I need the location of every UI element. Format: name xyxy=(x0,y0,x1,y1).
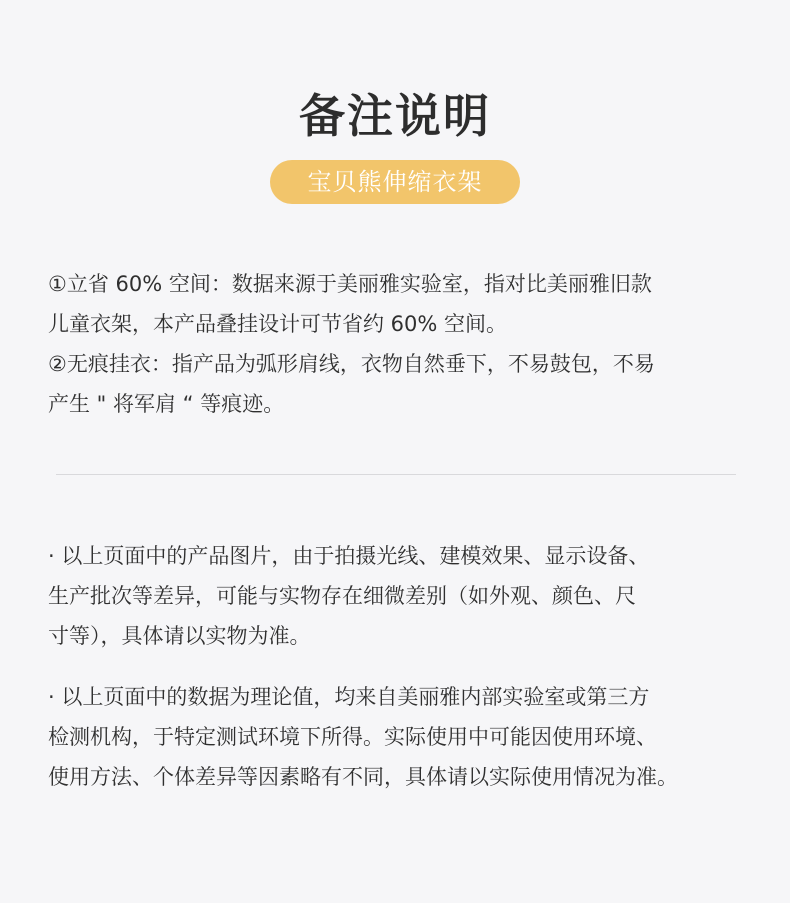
note-line: 产生 " 将军肩 “ 等痕迹。 xyxy=(48,392,285,416)
page-title: 备注说明 xyxy=(299,89,491,143)
disclaimer-line: 寸等），具体请以实物为准。 xyxy=(48,624,311,648)
disclaimer-line: · 以上页面中的数据为理论值，均来自美丽雅内部实验室或第三方 xyxy=(48,685,650,709)
image-disclaimer xyxy=(48,536,748,656)
notes-section xyxy=(48,264,748,424)
note-line: 儿童衣架，本产品叠挂设计可节省约 60% 空间。 xyxy=(48,312,508,336)
disclaimer-line: 生产批次等差异，可能与实物存在细微差别（如外观、颜色、尺 xyxy=(48,584,636,608)
disclaimer-line: 检测机构，于特定测试环境下所得。实际使用中可能因使用环境、 xyxy=(48,725,657,749)
disclaimer-line: 使用方法、个体差异等因素略有不同，具体请以实际使用情况为准。 xyxy=(48,765,678,789)
data-disclaimer xyxy=(48,677,748,797)
section-divider xyxy=(56,474,736,475)
product-name-badge: 宝贝熊伸缩衣架 xyxy=(270,160,520,204)
note-line: ②无痕挂衣：指产品为弧形肩线，衣物自然垂下，不易鼓包，不易 xyxy=(48,352,655,376)
disclaimer-line: · 以上页面中的产品图片，由于拍摄光线、建模效果、显示设备、 xyxy=(48,544,650,568)
note-line: ①立省 60% 空间：数据来源于美丽雅实验室，指对比美丽雅旧款 xyxy=(48,272,652,296)
